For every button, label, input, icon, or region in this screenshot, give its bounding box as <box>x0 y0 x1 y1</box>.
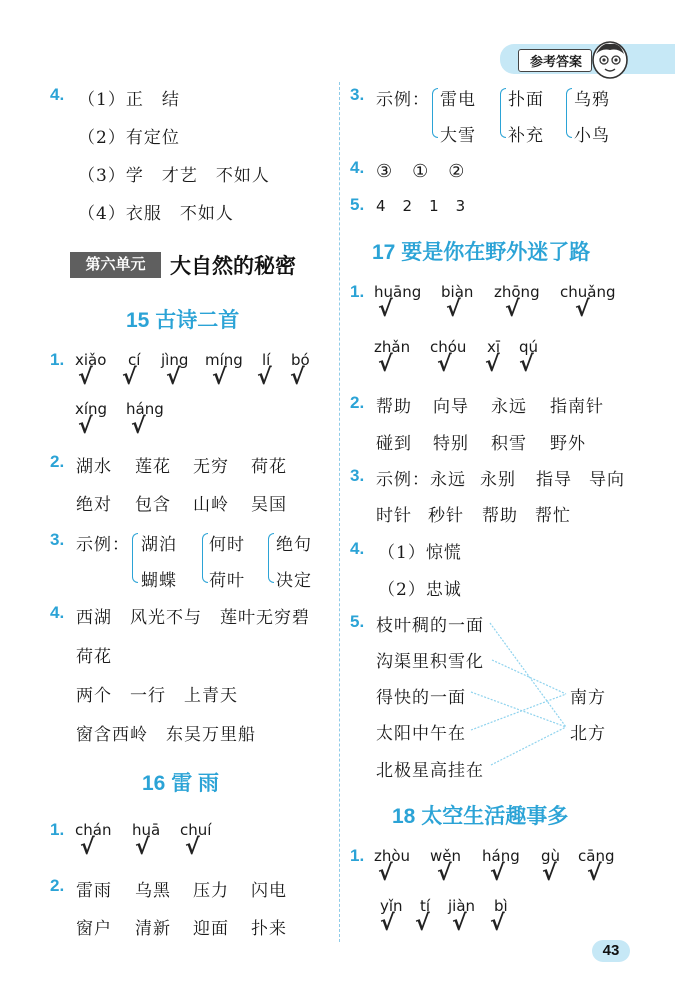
check-mark: √ <box>446 297 461 322</box>
check-mark: √ <box>378 861 393 886</box>
pinyin: cāng <box>578 847 615 865</box>
match-right-item: 北方 <box>570 724 606 744</box>
l17-q4-number: 4. <box>350 539 365 558</box>
word: 压力 <box>193 881 229 901</box>
check-mark: √ <box>131 414 146 439</box>
word: 帮助 <box>376 397 412 417</box>
l15-q3-number: 3. <box>50 530 65 549</box>
answer-line: 西湖 风光不与 莲叶无穷碧 <box>76 608 310 628</box>
pinyin: cí <box>128 351 141 369</box>
answer-line: （2）忠诚 <box>378 580 462 600</box>
check-mark: √ <box>78 414 93 439</box>
check-mark: √ <box>587 861 602 886</box>
check-mark: √ <box>437 861 452 886</box>
answer-line: （1）惊慌 <box>378 543 462 563</box>
pinyin: huā <box>132 821 161 839</box>
match-left-item: 沟渠里积雪化 <box>376 652 484 672</box>
word: 吴国 <box>251 495 287 515</box>
word: 指导 <box>536 470 572 490</box>
pinyin: chán <box>75 821 112 839</box>
word: 湖水 <box>76 457 112 477</box>
q4-line-2: （2）有定位 <box>78 128 180 148</box>
word: 永远 <box>491 397 527 417</box>
pinyin: xī <box>487 338 501 356</box>
check-mark: √ <box>166 365 181 390</box>
pinyin: zhòu <box>374 847 411 865</box>
match-line <box>471 694 566 730</box>
match-left-item: 太阳中午在 <box>376 724 466 744</box>
check-mark: √ <box>290 365 305 390</box>
word: 乌黑 <box>135 881 171 901</box>
word: 秒针 <box>428 506 464 526</box>
r-q3-number: 3. <box>350 85 365 104</box>
pinyin: yǐn <box>380 897 403 915</box>
example-prefix: 示例： <box>376 90 430 110</box>
word: 蝴蝶 <box>141 571 177 591</box>
l17-q1-number: 1. <box>350 282 365 301</box>
pinyin: míng <box>205 351 243 369</box>
word: 特别 <box>433 434 469 454</box>
word: 向导 <box>433 397 469 417</box>
pinyin: wěn <box>430 847 462 865</box>
answer-line: 两个 一行 上青天 <box>76 686 238 706</box>
word: 帮忙 <box>535 506 571 526</box>
l17-q2-number: 2. <box>350 393 365 412</box>
match-right-item: 南方 <box>570 688 606 708</box>
lesson-15-title: 15 古诗二首 <box>126 309 240 332</box>
match-line <box>471 692 566 727</box>
pinyin: chuǎng <box>560 283 616 301</box>
l15-q4-number: 4. <box>50 603 65 622</box>
pinyin: háng <box>126 400 164 418</box>
q4-line-1: （1）正 结 <box>78 90 180 110</box>
lesson-18-title: 18 太空生活趣事多 <box>392 805 569 828</box>
l16-q2-number: 2. <box>50 876 65 895</box>
word: 决定 <box>276 571 312 591</box>
pinyin: qú <box>519 338 539 356</box>
l16-q1-number: 1. <box>50 820 65 839</box>
word: 野外 <box>550 434 586 454</box>
answer-line: 4 2 1 3 <box>376 197 467 215</box>
word: 示例：永远 <box>376 470 466 490</box>
pinyin: háng <box>482 847 520 865</box>
r-q5-number: 5. <box>350 195 365 214</box>
word: 清新 <box>135 919 171 939</box>
check-mark: √ <box>378 352 393 377</box>
example-prefix: 示例： <box>76 535 130 555</box>
word: 永别 <box>480 470 516 490</box>
check-mark: √ <box>122 365 137 390</box>
check-mark: √ <box>575 297 590 322</box>
word: 湖泊 <box>141 535 177 555</box>
q4-line-3: （3）学 才艺 不如人 <box>78 166 270 186</box>
answer-line: 荷花 <box>76 647 112 667</box>
check-mark: √ <box>490 911 505 936</box>
word: 绝对 <box>76 495 112 515</box>
word: 扑面 <box>508 90 544 110</box>
check-mark: √ <box>78 365 93 390</box>
check-mark: √ <box>485 352 500 377</box>
word: 何时 <box>209 535 245 555</box>
unit-title: 大自然的秘密 <box>170 255 296 278</box>
word: 雷雨 <box>76 881 112 901</box>
match-left-item: 北极星高挂在 <box>376 761 484 781</box>
word: 无穷 <box>193 457 229 477</box>
q4-number: 4. <box>50 85 65 104</box>
pinyin: jìng <box>161 351 189 369</box>
word: 山岭 <box>193 495 229 515</box>
check-mark: √ <box>135 835 150 860</box>
word: 指南针 <box>550 397 604 417</box>
l15-q2-number: 2. <box>50 452 65 471</box>
answer-line: ③ ① ② <box>376 161 466 182</box>
word: 莲花 <box>135 457 171 477</box>
word: 时针 <box>376 506 412 526</box>
check-mark: √ <box>380 911 395 936</box>
check-mark: √ <box>257 365 272 390</box>
header-label: 参考答案 <box>529 54 582 69</box>
r-q4-number: 4. <box>350 158 365 177</box>
pinyin: lí <box>262 351 271 369</box>
l18-q1-number: 1. <box>350 846 365 865</box>
pinyin: xiǎo <box>75 351 107 369</box>
word: 雷电 <box>440 90 476 110</box>
check-mark: √ <box>415 911 430 936</box>
word: 导向 <box>589 470 625 490</box>
match-line <box>491 727 566 765</box>
pinyin: chóu <box>430 338 467 356</box>
word: 包含 <box>135 495 171 515</box>
word: 窗户 <box>76 919 112 939</box>
pinyin: chuí <box>180 821 212 839</box>
match-left-item: 得快的一面 <box>376 688 466 708</box>
word: 碰到 <box>376 434 412 454</box>
check-mark: √ <box>519 352 534 377</box>
check-mark: √ <box>80 835 95 860</box>
pinyin: jiàn <box>448 897 476 915</box>
word: 荷花 <box>251 457 287 477</box>
pinyin: huāng <box>374 283 422 301</box>
q4-line-4: （4）衣服 不如人 <box>78 204 234 224</box>
check-mark: √ <box>490 861 505 886</box>
pinyin: xíng <box>75 400 108 418</box>
lesson-17-title: 17 要是你在野外迷了路 <box>372 241 591 264</box>
word: 补充 <box>508 126 544 146</box>
l17-q3-number: 3. <box>350 466 365 485</box>
pinyin: biàn <box>441 283 474 301</box>
pinyin: zhōng <box>494 283 540 301</box>
word: 迎面 <box>193 919 229 939</box>
word: 小鸟 <box>574 126 610 146</box>
word: 荷叶 <box>209 571 245 591</box>
pinyin: bó <box>291 351 310 369</box>
match-left-item: 枝叶稠的一面 <box>376 616 484 636</box>
check-mark: √ <box>185 835 200 860</box>
lesson-16-title: 16 雷 雨 <box>142 772 220 795</box>
answer-line: 窗含西岭 东吴万里船 <box>76 725 256 745</box>
check-mark: √ <box>505 297 520 322</box>
page-number: 43 <box>602 942 620 959</box>
pinyin: gù <box>541 847 561 865</box>
unit-tag: 第六单元 <box>70 252 161 278</box>
word: 扑来 <box>251 919 287 939</box>
word: 闪电 <box>251 881 287 901</box>
l15-q1-number: 1. <box>50 350 65 369</box>
check-mark: √ <box>378 297 393 322</box>
pinyin: bì <box>494 897 508 915</box>
check-mark: √ <box>437 352 452 377</box>
check-mark: √ <box>212 365 227 390</box>
word: 积雪 <box>491 434 527 454</box>
word: 乌鸦 <box>574 90 610 110</box>
word: 帮助 <box>482 506 518 526</box>
word: 大雪 <box>440 126 476 146</box>
l17-q5-number: 5. <box>350 612 365 631</box>
word: 绝句 <box>276 535 312 555</box>
check-mark: √ <box>452 911 467 936</box>
match-line <box>490 623 566 727</box>
pinyin: zhǎn <box>374 338 411 356</box>
pinyin: tí <box>420 897 431 915</box>
check-mark: √ <box>542 861 557 886</box>
